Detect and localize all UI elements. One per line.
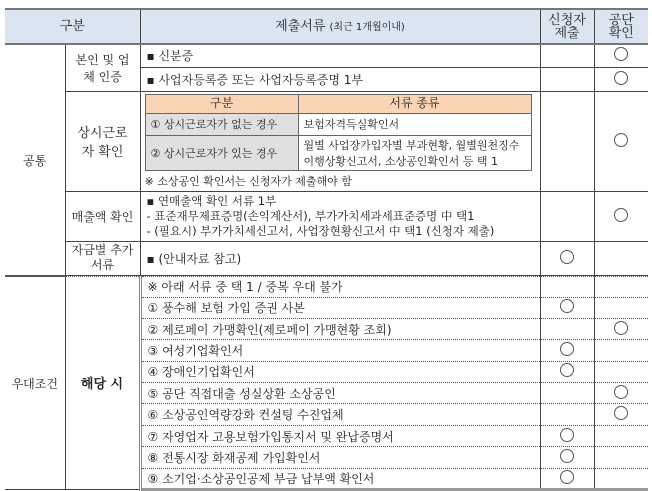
sales-line: - 표준재무제표증명(손익계산서), 부가가치세과세표준증명 中 택1 <box>146 208 475 223</box>
circle-mark <box>560 250 574 264</box>
inner-header: 구분 <box>145 94 298 113</box>
circle-mark <box>560 299 574 313</box>
circle-mark <box>560 470 574 484</box>
preferential-item: ⑧ 전통시장 화재공제 가입확인서 <box>140 447 540 468</box>
preferential-item: ① 풍수해 보험 가입 증권 사본 <box>140 297 540 318</box>
common-label: 공통 <box>5 44 65 276</box>
circle-mark <box>614 47 628 61</box>
circle-mark <box>614 406 628 420</box>
preferential-item: ⑤ 공단 직접대출 성실상환 소상공인 <box>140 383 540 404</box>
circle-mark <box>560 449 574 463</box>
identity-item: ▪ 사업자등록증 또는 사업자등록증명 1부 <box>140 67 540 91</box>
header-agency: 공단 확인 <box>594 9 648 44</box>
inner-cell: 보험자격득실확인서 <box>298 113 531 135</box>
inner-cell: ① 상시근로자가 없는 경우 <box>145 113 298 135</box>
header-applicant: 신청자 제출 <box>540 9 594 44</box>
preferential-item: ④ 장애인기업확인서 <box>140 361 540 382</box>
circle-mark <box>614 208 628 222</box>
header-category: 구분 <box>5 9 140 44</box>
identity-item: ▪ 신분증 <box>140 44 540 67</box>
preferential-label: 우대조건 <box>5 276 65 490</box>
workers-note: ※ 소상공인 확인서는 신청자가 제출해야 함 <box>144 174 352 188</box>
preferential-item: ② 제로페이 가맹확인(제로페이 가맹현황 조회) <box>140 318 540 339</box>
circle-mark <box>614 321 628 335</box>
inner-cell: ② 상시근로자가 있는 경우 <box>145 135 298 170</box>
circle-mark <box>560 363 574 377</box>
workers-label: 상시근로자 확인 <box>65 91 140 191</box>
circle-mark <box>560 342 574 356</box>
preferential-item: ③ 여성기업확인서 <box>140 340 540 361</box>
extra-text: ▪ (안내자료 참고) <box>140 241 540 275</box>
identity-label: 본인 및 업체 인증 <box>65 44 140 91</box>
preferential-item: ⑥ 소상공인역량강화 컨설팅 수진업체 <box>140 404 540 425</box>
extra-label: 자금별 추가서류 <box>65 241 140 275</box>
circle-mark <box>614 133 628 147</box>
inner-header: 서류 종류 <box>298 94 531 113</box>
inner-cell: 월별 사업장가입자별 부과현황, 월별원천징수이행상황신고서, 소상공인확인서 등 택 1 <box>298 135 531 170</box>
circle-mark <box>560 428 574 442</box>
header-docs: 제출서류 (최근 1개월이내) <box>140 9 540 44</box>
preferential-item: ⑦ 자영업자 고용보험가입통지서 및 완납증명서 <box>140 425 540 446</box>
preferential-note: ※ 아래 서류 중 택 1 / 중복 우대 불가 <box>140 276 540 297</box>
required-documents-table <box>5 8 648 491</box>
sales-line: - (필요시) 부가가치세신고서, 사업장현황신고서 中 택1 (신청자 제출) <box>146 223 495 238</box>
circle-mark <box>614 71 628 85</box>
preferential-item: ⑨ 소기업·소상공인공제 부금 납부액 확인서 <box>140 468 540 489</box>
sales-line: ▪ 연매출액 확인 서류 1부 <box>146 193 277 208</box>
circle-mark <box>614 385 628 399</box>
preferential-sub: 해당 시 <box>65 276 140 490</box>
workers-subtable <box>145 94 532 171</box>
sales-label: 매출액 확인 <box>65 191 140 241</box>
